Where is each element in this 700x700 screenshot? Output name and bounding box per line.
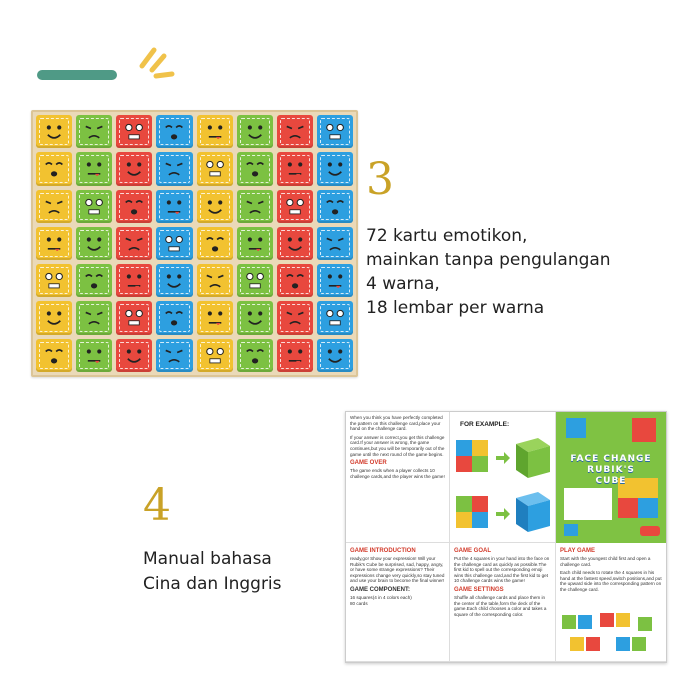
emoticon-card [317,301,353,334]
sparkle-marks-icon [138,44,178,80]
emoticon-face-icon [116,264,152,297]
emoticon-face-icon [116,115,152,148]
step-3-line-2: mainkan tanpa pengulangan [366,250,611,270]
emoticon-face-icon [277,190,313,223]
emoticon-card [76,227,112,260]
manual-goal-text: Put the 4 squares in your hand into the face on the challenge card as quickly as possible.The first kid to spell out the corresponding emoji wins this challenge card,and the first kid to get 10 challenge cards wins the game! [454,556,550,584]
manual-cover [556,412,666,543]
emoticon-card [277,152,313,185]
emoticon-card [197,264,233,297]
manual-panel-introduction [346,543,450,662]
emoticon-card [317,190,353,223]
emoticon-card [76,339,112,372]
example-cube-illustration [450,434,556,539]
emoticon-face-icon [36,227,72,260]
step-4-line-2: Cina dan Inggris [143,574,282,594]
emoticon-face-icon [277,227,313,260]
emoticon-card [317,152,353,185]
emoticon-face-icon [76,190,112,223]
emoticon-card [237,264,273,297]
manual-game-intro-title: GAME INTRODUCTION [350,548,416,554]
manual-settings-text: Shuffle all challenge cards and place them in the center of the table,form the deck of the game.Each child chooses a color and takes a square of the corresponding color. [454,594,547,617]
emoticon-card [36,264,72,297]
emoticon-face-icon [36,264,72,297]
emoticon-card [76,264,112,297]
emoticon-card [116,339,152,372]
emoticon-card-board [31,110,358,377]
emoticon-face-icon [317,190,353,223]
emoticon-card [197,152,233,185]
emoticon-face-icon [156,115,192,148]
emoticon-card [277,227,313,260]
emoticon-face-icon [36,152,72,185]
step-number-4: 4 [143,480,171,531]
manual-panel-play [556,543,666,662]
emoticon-face-icon [237,339,273,372]
emoticon-card [36,339,72,372]
emoticon-face-icon [317,339,353,372]
emoticon-card [156,115,192,148]
emoticon-card [197,227,233,260]
emoticon-card [237,301,273,334]
emoticon-card [277,190,313,223]
emoticon-face-icon [156,301,192,334]
emoticon-face-icon [277,264,313,297]
emoticon-face-icon [237,152,273,185]
emoticon-face-icon [116,190,152,223]
emoticon-face-icon [317,115,353,148]
emoticon-face-icon [197,301,233,334]
emoticon-face-icon [116,339,152,372]
emoticon-face-icon [277,301,313,334]
emoticon-card [36,301,72,334]
instruction-manual [345,411,667,663]
emoticon-card [277,301,313,334]
emoticon-card [317,227,353,260]
emoticon-face-icon [197,339,233,372]
emoticon-face-icon [156,264,192,297]
emoticon-card [116,152,152,185]
emoticon-face-icon [237,190,273,223]
emoticon-card [156,190,192,223]
emoticon-card [317,264,353,297]
emoticon-face-icon [277,339,313,372]
emoticon-face-icon [237,115,273,148]
emoticon-face-icon [317,227,353,260]
emoticon-face-icon [197,227,233,260]
emoticon-face-icon [36,115,72,148]
manual-play-title: PLAY GAME [560,548,596,554]
manual-settings-title: GAME SETTINGS [454,586,504,593]
emoticon-face-icon [76,115,112,148]
emoticon-face-icon [156,190,192,223]
manual-panel-example [450,412,556,543]
step-4-line-1: Manual bahasa [143,549,272,569]
emoticon-card [317,339,353,372]
emoticon-face-icon [156,152,192,185]
emoticon-face-icon [116,227,152,260]
card-grid [36,115,353,372]
emoticon-card [197,115,233,148]
cover-title-line-3: CUBE [595,476,627,486]
emoticon-card [237,190,273,223]
emoticon-face-icon [116,152,152,185]
emoticon-card [237,339,273,372]
step-3-line-1: 72 kartu emotikon, [366,226,528,246]
step-3-line-3: 4 warna, [366,274,440,294]
emoticon-face-icon [277,152,313,185]
emoticon-card [76,152,112,185]
emoticon-face-icon [237,264,273,297]
emoticon-face-icon [36,190,72,223]
emoticon-card [76,115,112,148]
manual-play-text-2: Each child needs to rotate the 4 squares in his hand at the fastest speed,switch positions,and put the upward side into the corresponding pattern on the challenge card. [560,570,662,592]
emoticon-card [156,227,192,260]
emoticon-card [237,227,273,260]
step-number-3: 3 [366,154,394,205]
step-3-line-4: 18 lembar per warna [366,298,545,318]
emoticon-face-icon [317,152,353,185]
emoticon-card [237,152,273,185]
emoticon-face-icon [237,227,273,260]
emoticon-face-icon [76,339,112,372]
emoticon-card [36,227,72,260]
emoticon-card [156,264,192,297]
manual-play-text-1: Start with the youngest child first and open a challenge card. [560,556,651,567]
emoticon-card [116,301,152,334]
emoticon-card [76,190,112,223]
emoticon-card [116,264,152,297]
manual-example-title: FOR EXAMPLE: [460,421,510,428]
emoticon-card [156,301,192,334]
emoticon-card [277,264,313,297]
emoticon-card [277,339,313,372]
emoticon-card [36,152,72,185]
emoticon-card [116,190,152,223]
play-cards-illustration [560,611,660,659]
emoticon-face-icon [76,227,112,260]
emoticon-card [76,301,112,334]
manual-component-title: GAME COMPONENT: [350,586,410,593]
emoticon-card [197,301,233,334]
emoticon-card [277,115,313,148]
manual-game-over-title: GAME OVER [350,460,387,467]
cover-title-line-2: RUBIK'S [587,465,635,475]
emoticon-face-icon [156,227,192,260]
emoticon-face-icon [197,115,233,148]
manual-panel-rules [346,412,450,543]
emoticon-face-icon [36,301,72,334]
emoticon-face-icon [36,339,72,372]
emoticon-face-icon [197,152,233,185]
manual-goal-title: GAME GOAL [454,548,491,554]
emoticon-face-icon [197,264,233,297]
emoticon-card [36,190,72,223]
manual-correct-text: If your answer is correct,you get this challenge card.If your answer is wrong, the game continues,but you will be temporarily out of the game until the next round of the game begins. [350,434,445,457]
cover-title-line-1: FACE CHANGE [570,454,652,464]
manual-component-text: 16 squares(4 in 4 colors each) 80 cards [350,594,412,606]
emoticon-face-icon [76,152,112,185]
emoticon-card [237,115,273,148]
emoticon-face-icon [197,190,233,223]
emoticon-card [156,152,192,185]
emoticon-face-icon [237,301,273,334]
emoticon-face-icon [116,301,152,334]
emoticon-face-icon [76,301,112,334]
accent-bar [37,70,117,80]
emoticon-card [156,339,192,372]
manual-game-over-text: The game ends when a player collects 10 challenge cards,and the player wins the game! [350,468,445,479]
emoticon-face-icon [156,339,192,372]
emoticon-card [116,227,152,260]
emoticon-card [36,115,72,148]
manual-panel-goal [450,543,556,662]
emoticon-card [197,339,233,372]
manual-intro-text: When you think you have perfectly completed the pattern on this challenge card,place your hand on the challenge card. [350,415,443,432]
emoticon-face-icon [76,264,112,297]
emoticon-card [197,190,233,223]
manual-game-intro-text: ready,go! Show your expression! Will your Rubik's Cube be surprised, sad, happy, angry, or have some strange expressions? Their expressions change very quickly,so stay tuned and use your brain to become the final winner! [350,556,445,584]
emoticon-face-icon [317,264,353,297]
emoticon-card [116,115,152,148]
emoticon-face-icon [277,115,313,148]
emoticon-card [317,115,353,148]
emoticon-face-icon [317,301,353,334]
